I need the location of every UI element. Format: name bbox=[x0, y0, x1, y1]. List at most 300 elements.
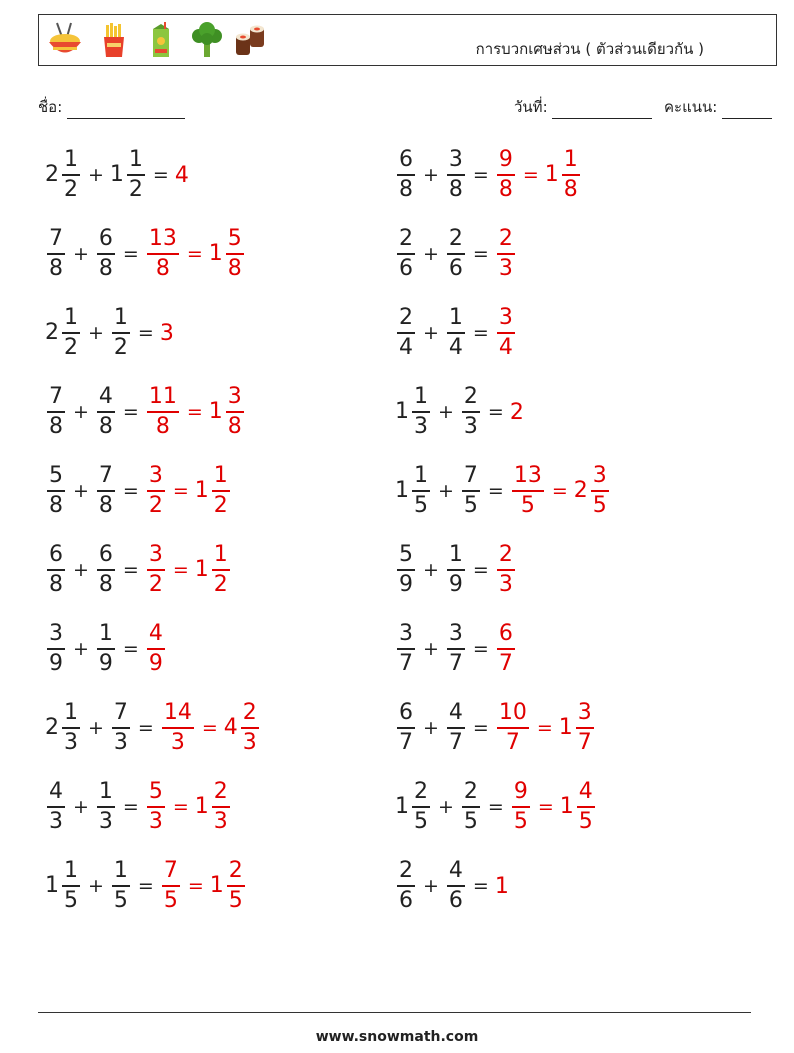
answer-term bbox=[495, 874, 510, 899]
denominator: 8 bbox=[49, 414, 63, 439]
equals-sign: = bbox=[487, 480, 504, 502]
numerator: 1 bbox=[213, 463, 228, 488]
problem-row bbox=[45, 224, 246, 284]
fraction bbox=[397, 860, 415, 912]
footer-site: www.snowmath.com bbox=[315, 1029, 479, 1045]
numerator: 1 bbox=[113, 858, 128, 883]
answer-term bbox=[145, 623, 167, 675]
plus-sign: + bbox=[438, 796, 454, 818]
numerator: 1 bbox=[128, 147, 143, 172]
operand-term bbox=[445, 228, 467, 280]
fraction bbox=[147, 544, 165, 596]
operand-term bbox=[445, 149, 467, 201]
worksheet-title: การบวกเศษส่วน ( ตัวส่วนเดียวกัน ) bbox=[475, 40, 704, 58]
denominator: 4 bbox=[448, 335, 463, 360]
numerator: 9 bbox=[513, 779, 528, 804]
whole-number: 1 bbox=[209, 873, 224, 898]
plus-sign: + bbox=[438, 401, 454, 423]
operand-term bbox=[45, 149, 82, 201]
fraction bbox=[112, 307, 130, 359]
operand-term bbox=[460, 781, 482, 833]
problem-row bbox=[395, 382, 525, 442]
whole-number: 1 bbox=[494, 873, 509, 899]
answer-term bbox=[195, 544, 232, 596]
problem-row bbox=[395, 540, 517, 600]
operand-term bbox=[95, 623, 117, 675]
fraction bbox=[147, 781, 165, 833]
denominator: 5 bbox=[414, 809, 428, 834]
answer-term bbox=[574, 465, 611, 517]
fraction bbox=[212, 781, 230, 833]
operand-term bbox=[95, 228, 117, 280]
numerator: 2 bbox=[498, 226, 513, 251]
denominator: 6 bbox=[448, 888, 463, 913]
fraction bbox=[497, 228, 515, 280]
denominator: 3 bbox=[213, 809, 228, 834]
denominator: 8 bbox=[98, 493, 113, 518]
answer-term bbox=[495, 149, 517, 201]
equals-sign: = bbox=[551, 480, 568, 502]
numerator: 2 bbox=[414, 779, 428, 804]
denominator: 2 bbox=[213, 572, 228, 597]
denominator: 8 bbox=[49, 493, 63, 518]
fraction bbox=[591, 465, 609, 517]
operand-term bbox=[110, 149, 147, 201]
denominator: 8 bbox=[49, 572, 63, 597]
answer-term bbox=[495, 544, 517, 596]
answer-term bbox=[495, 228, 517, 280]
fraction bbox=[112, 860, 130, 912]
fraction bbox=[62, 860, 80, 912]
denominator: 5 bbox=[163, 888, 178, 913]
denominator: 2 bbox=[113, 335, 128, 360]
fraction bbox=[97, 386, 115, 438]
numerator: 13 bbox=[148, 226, 177, 251]
denominator: 7 bbox=[399, 651, 413, 676]
fraction bbox=[97, 781, 115, 833]
numerator: 1 bbox=[213, 542, 228, 567]
problem-row bbox=[45, 303, 175, 363]
numerator: 3 bbox=[399, 621, 413, 646]
numerator: 4 bbox=[148, 621, 163, 646]
fraction bbox=[447, 623, 465, 675]
equals-sign: = bbox=[536, 717, 553, 739]
operand-term bbox=[395, 307, 417, 359]
fraction bbox=[97, 228, 115, 280]
whole-number: 2 bbox=[45, 162, 59, 187]
numerator: 1 bbox=[448, 542, 463, 567]
fraction bbox=[397, 149, 415, 201]
fraction bbox=[47, 623, 65, 675]
denominator: 5 bbox=[414, 493, 428, 518]
denominator: 3 bbox=[170, 730, 185, 755]
operand-term bbox=[45, 228, 67, 280]
plus-sign: + bbox=[438, 480, 454, 502]
denominator: 2 bbox=[148, 572, 163, 597]
fraction bbox=[447, 702, 465, 754]
denominator: 7 bbox=[399, 730, 413, 755]
fraction bbox=[147, 228, 179, 280]
denominator: 2 bbox=[64, 177, 78, 202]
fraction bbox=[62, 149, 80, 201]
equals-sign: = bbox=[122, 243, 139, 265]
equals-sign: = bbox=[137, 322, 154, 344]
numerator: 3 bbox=[498, 305, 513, 330]
whole-number: 4 bbox=[223, 715, 238, 740]
answer-term bbox=[145, 228, 181, 280]
numerator: 1 bbox=[414, 463, 428, 488]
fraction bbox=[512, 465, 544, 517]
answer-term bbox=[175, 163, 190, 188]
equals-sign: = bbox=[172, 796, 189, 818]
score-field bbox=[664, 95, 772, 119]
fraction bbox=[412, 465, 430, 517]
operand-term bbox=[45, 781, 67, 833]
equals-sign: = bbox=[122, 638, 139, 660]
denominator: 8 bbox=[227, 256, 242, 281]
fraction bbox=[447, 307, 465, 359]
denominator: 6 bbox=[448, 256, 463, 281]
equals-sign: = bbox=[522, 164, 539, 186]
numerator: 7 bbox=[98, 463, 113, 488]
answer-term bbox=[209, 386, 246, 438]
numerator: 5 bbox=[399, 542, 413, 567]
numerator: 1 bbox=[98, 621, 113, 646]
fraction bbox=[497, 544, 515, 596]
sushi-roll-icon bbox=[231, 21, 271, 61]
denominator: 3 bbox=[414, 414, 428, 439]
whole-number: 1 bbox=[395, 399, 409, 424]
numerator: 6 bbox=[399, 700, 413, 725]
numerator: 3 bbox=[49, 621, 63, 646]
numerator: 1 bbox=[64, 858, 78, 883]
fries-icon bbox=[95, 21, 135, 61]
problem-row bbox=[45, 382, 246, 442]
numerator: 5 bbox=[49, 463, 63, 488]
fraction bbox=[112, 702, 130, 754]
fraction bbox=[497, 702, 529, 754]
operand-term bbox=[45, 465, 67, 517]
numerator: 3 bbox=[448, 147, 463, 172]
operand-term bbox=[45, 307, 82, 359]
plus-sign: + bbox=[423, 559, 439, 581]
equals-sign: = bbox=[472, 717, 489, 739]
problem-row bbox=[45, 619, 167, 679]
numerator: 7 bbox=[163, 858, 178, 883]
fraction bbox=[162, 860, 180, 912]
whole-number: 1 bbox=[45, 873, 59, 898]
plus-sign: + bbox=[73, 401, 89, 423]
fraction bbox=[226, 228, 244, 280]
denominator: 3 bbox=[242, 730, 257, 755]
equals-sign: = bbox=[137, 875, 154, 897]
score-line[interactable] bbox=[722, 104, 772, 119]
fraction bbox=[577, 781, 595, 833]
footer-divider bbox=[38, 1012, 751, 1013]
plus-sign: + bbox=[88, 875, 104, 897]
numerator: 7 bbox=[113, 700, 128, 725]
fraction bbox=[47, 386, 65, 438]
denominator: 5 bbox=[578, 809, 593, 834]
fraction bbox=[47, 544, 65, 596]
plus-sign: + bbox=[423, 875, 439, 897]
problem-row bbox=[45, 461, 232, 521]
numerator: 2 bbox=[228, 858, 243, 883]
numerator: 3 bbox=[448, 621, 463, 646]
denominator: 9 bbox=[448, 572, 463, 597]
fraction bbox=[62, 702, 80, 754]
problem-row bbox=[395, 698, 596, 758]
whole-number: 1 bbox=[208, 399, 223, 424]
whole-number: 1 bbox=[395, 478, 409, 503]
numerator: 3 bbox=[148, 463, 163, 488]
operand-term bbox=[395, 860, 417, 912]
denominator: 2 bbox=[64, 335, 78, 360]
operand-term bbox=[45, 860, 82, 912]
plus-sign: + bbox=[88, 164, 104, 186]
denominator: 7 bbox=[448, 651, 463, 676]
denominator: 9 bbox=[49, 651, 63, 676]
numerator: 7 bbox=[49, 384, 63, 409]
numerator: 3 bbox=[592, 463, 607, 488]
numerator: 1 bbox=[113, 305, 128, 330]
whole-number: 1 bbox=[208, 241, 223, 266]
numerator: 6 bbox=[98, 542, 113, 567]
denominator: 6 bbox=[399, 256, 413, 281]
operand-term bbox=[395, 781, 432, 833]
denominator: 4 bbox=[399, 335, 413, 360]
numerator: 4 bbox=[49, 779, 63, 804]
answer-term bbox=[224, 702, 261, 754]
numerator: 2 bbox=[463, 779, 478, 804]
problem-row bbox=[395, 224, 517, 284]
numerator: 1 bbox=[64, 305, 78, 330]
name-label: ชื่อ: bbox=[38, 98, 63, 116]
date-field bbox=[514, 95, 652, 119]
plus-sign: + bbox=[423, 243, 439, 265]
numerator: 1 bbox=[563, 147, 578, 172]
fraction bbox=[162, 702, 194, 754]
operand-term bbox=[445, 307, 467, 359]
fraction bbox=[447, 228, 465, 280]
fraction bbox=[562, 149, 580, 201]
equals-sign: = bbox=[122, 559, 139, 581]
whole-number: 1 bbox=[544, 162, 559, 187]
whole-number: 1 bbox=[559, 794, 574, 819]
denominator: 5 bbox=[520, 493, 535, 518]
denominator: 3 bbox=[463, 414, 478, 439]
equals-sign: = bbox=[122, 796, 139, 818]
operand-term bbox=[395, 623, 417, 675]
operand-term bbox=[45, 623, 67, 675]
answer-term bbox=[559, 702, 596, 754]
equals-sign: = bbox=[472, 638, 489, 660]
plus-sign: + bbox=[88, 717, 104, 739]
answer-term bbox=[210, 860, 247, 912]
fraction bbox=[447, 544, 465, 596]
fraction bbox=[47, 465, 65, 517]
rice-bowl-icon bbox=[45, 21, 85, 61]
denominator: 3 bbox=[498, 572, 513, 597]
plus-sign: + bbox=[73, 796, 89, 818]
fraction bbox=[97, 544, 115, 596]
numerator: 2 bbox=[399, 226, 413, 251]
answer-term bbox=[560, 781, 597, 833]
denominator: 2 bbox=[148, 493, 163, 518]
denominator: 3 bbox=[64, 730, 78, 755]
denominator: 8 bbox=[98, 256, 113, 281]
whole-number: 2 bbox=[509, 399, 524, 425]
denominator: 8 bbox=[49, 256, 63, 281]
denominator: 5 bbox=[463, 493, 478, 518]
problem-row bbox=[395, 303, 517, 363]
numerator: 1 bbox=[64, 147, 78, 172]
problem-row bbox=[45, 856, 247, 916]
numerator: 5 bbox=[148, 779, 163, 804]
fraction bbox=[462, 781, 480, 833]
whole-number: 3 bbox=[159, 320, 174, 346]
equals-sign: = bbox=[487, 401, 504, 423]
denominator: 7 bbox=[448, 730, 463, 755]
problem-row bbox=[395, 619, 517, 679]
denominator: 8 bbox=[98, 414, 113, 439]
whole-number: 2 bbox=[45, 715, 59, 740]
answer-term bbox=[145, 544, 167, 596]
problem-row bbox=[395, 461, 611, 521]
denominator: 2 bbox=[213, 493, 228, 518]
denominator: 3 bbox=[498, 256, 513, 281]
operand-term bbox=[95, 781, 117, 833]
numerator: 3 bbox=[227, 384, 242, 409]
numerator: 4 bbox=[448, 858, 463, 883]
denominator: 9 bbox=[98, 651, 113, 676]
numerator: 1 bbox=[64, 700, 78, 725]
operand-term bbox=[445, 623, 467, 675]
operand-term bbox=[110, 860, 132, 912]
fraction bbox=[241, 702, 259, 754]
fraction bbox=[212, 544, 230, 596]
numerator: 1 bbox=[98, 779, 113, 804]
plus-sign: + bbox=[423, 638, 439, 660]
fraction bbox=[397, 228, 415, 280]
fraction bbox=[127, 149, 145, 201]
operand-term bbox=[445, 860, 467, 912]
plus-sign: + bbox=[423, 164, 439, 186]
equals-sign: = bbox=[186, 243, 203, 265]
whole-number: 2 bbox=[573, 478, 588, 503]
fraction bbox=[227, 860, 245, 912]
numerator: 7 bbox=[49, 226, 63, 251]
numerator: 6 bbox=[498, 621, 513, 646]
denominator: 6 bbox=[399, 888, 413, 913]
score-label: คะแนน: bbox=[664, 98, 718, 116]
numerator: 13 bbox=[513, 463, 542, 488]
problem-row bbox=[45, 777, 232, 837]
numerator: 2 bbox=[463, 384, 478, 409]
date-line[interactable] bbox=[552, 104, 652, 119]
denominator: 8 bbox=[498, 177, 513, 202]
equals-sign: = bbox=[172, 480, 189, 502]
equals-sign: = bbox=[186, 401, 203, 423]
numerator: 4 bbox=[578, 779, 593, 804]
problem-row bbox=[45, 145, 190, 205]
fraction bbox=[97, 465, 115, 517]
denominator: 5 bbox=[463, 809, 478, 834]
numerator: 10 bbox=[498, 700, 527, 725]
answer-term bbox=[495, 623, 517, 675]
denominator: 3 bbox=[49, 809, 63, 834]
denominator: 5 bbox=[513, 809, 528, 834]
denominator: 8 bbox=[563, 177, 578, 202]
denominator: 3 bbox=[148, 809, 163, 834]
denominator: 3 bbox=[113, 730, 128, 755]
operand-term bbox=[395, 702, 417, 754]
fraction bbox=[97, 623, 115, 675]
plus-sign: + bbox=[73, 559, 89, 581]
answer-term bbox=[145, 386, 181, 438]
fraction bbox=[147, 386, 179, 438]
fraction bbox=[397, 544, 415, 596]
numerator: 11 bbox=[148, 384, 177, 409]
answer-term bbox=[160, 860, 182, 912]
equals-sign: = bbox=[137, 717, 154, 739]
fraction bbox=[62, 307, 80, 359]
denominator: 8 bbox=[399, 177, 413, 202]
answer-term bbox=[510, 400, 525, 425]
fraction bbox=[497, 623, 515, 675]
operand-term bbox=[95, 386, 117, 438]
numerator: 4 bbox=[98, 384, 113, 409]
operand-term bbox=[95, 465, 117, 517]
numerator: 2 bbox=[213, 779, 228, 804]
numerator: 3 bbox=[577, 700, 592, 725]
equals-sign: = bbox=[187, 875, 204, 897]
whole-number: 1 bbox=[395, 794, 409, 819]
numerator: 2 bbox=[498, 542, 513, 567]
name-field bbox=[38, 95, 185, 119]
header-box bbox=[38, 14, 777, 66]
numerator: 5 bbox=[227, 226, 242, 251]
fraction bbox=[497, 307, 515, 359]
fraction bbox=[47, 781, 65, 833]
operand-term bbox=[45, 702, 82, 754]
whole-number: 2 bbox=[45, 320, 59, 345]
operand-term bbox=[110, 702, 132, 754]
fraction bbox=[412, 386, 430, 438]
denominator: 9 bbox=[399, 572, 413, 597]
problem-row bbox=[45, 540, 232, 600]
whole-number: 4 bbox=[174, 162, 189, 188]
equals-sign: = bbox=[472, 322, 489, 344]
name-line[interactable] bbox=[67, 104, 185, 119]
equals-sign: = bbox=[472, 164, 489, 186]
denominator: 7 bbox=[498, 651, 513, 676]
numerator: 2 bbox=[448, 226, 463, 251]
plus-sign: + bbox=[88, 322, 104, 344]
answer-term bbox=[495, 702, 531, 754]
equals-sign: = bbox=[472, 243, 489, 265]
date-label: วันที่: bbox=[514, 98, 548, 116]
operand-term bbox=[45, 544, 67, 596]
denominator: 5 bbox=[592, 493, 607, 518]
operand-term bbox=[395, 149, 417, 201]
denominator: 4 bbox=[498, 335, 513, 360]
operand-term bbox=[395, 386, 432, 438]
plus-sign: + bbox=[73, 243, 89, 265]
problem-row bbox=[45, 698, 261, 758]
fraction bbox=[397, 623, 415, 675]
equals-sign: = bbox=[152, 164, 169, 186]
